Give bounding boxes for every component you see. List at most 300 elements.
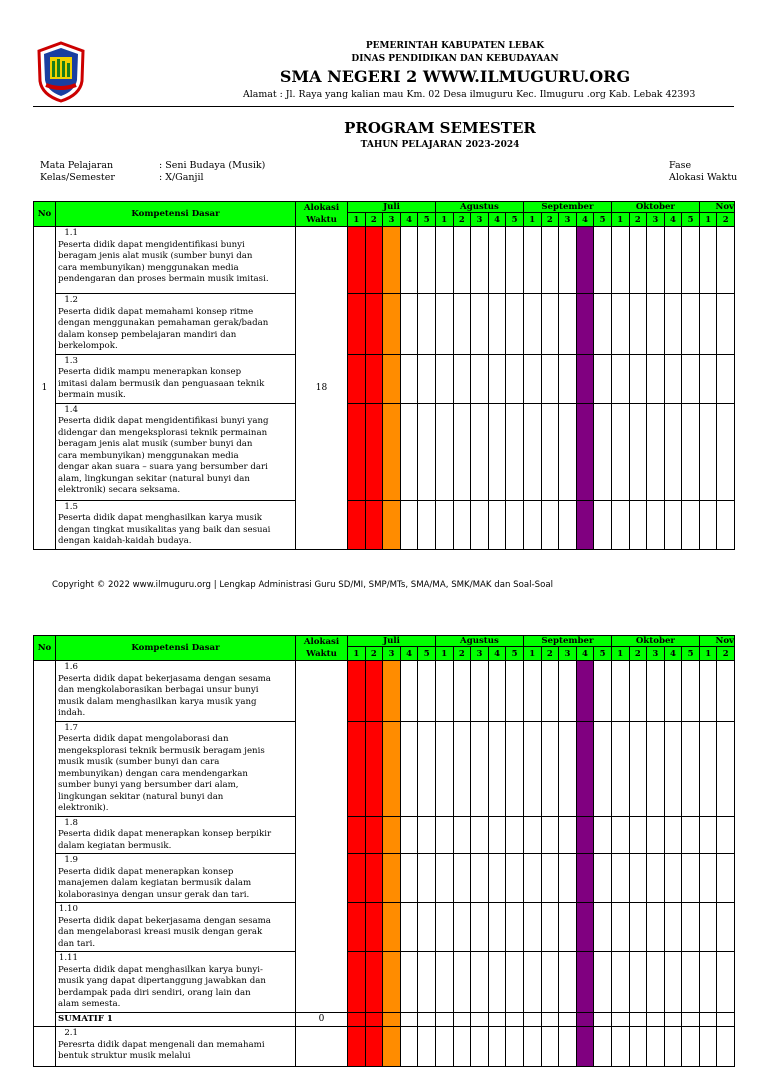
week-cell: [682, 500, 700, 549]
program-table-2: [33, 635, 735, 1067]
week-cell: [348, 854, 366, 903]
week-cell: [576, 952, 594, 1013]
week-cell: [594, 721, 612, 816]
week-cell: [453, 354, 471, 403]
meta-values-left: [159, 160, 265, 184]
week-cell: [418, 816, 436, 854]
week-header: 2: [629, 647, 647, 661]
program-table-1-container: [0, 190, 768, 550]
sumatif-value: 0: [296, 1012, 348, 1027]
week-header: 4: [576, 647, 594, 661]
week-cell: [383, 854, 401, 903]
week-cell: [629, 721, 647, 816]
week-cell: [418, 403, 436, 500]
week-cell: [559, 903, 577, 952]
week-cell: [541, 661, 559, 722]
week-cell: [348, 1012, 366, 1027]
week-cell: [506, 294, 524, 355]
week-header: 2: [541, 647, 559, 661]
week-cell: [647, 721, 665, 816]
week-cell: [717, 294, 735, 355]
table-row: [34, 1027, 735, 1067]
week-cell: [365, 661, 383, 722]
week-cell: [594, 854, 612, 903]
week-cell: [594, 500, 612, 549]
week-cell: [418, 1027, 436, 1067]
week-cell: [383, 354, 401, 403]
week-cell: [435, 1012, 453, 1027]
week-cell: [506, 403, 524, 500]
table-row: [34, 500, 735, 549]
week-cell: [647, 903, 665, 952]
week-cell: [611, 227, 629, 294]
week-cell: [400, 354, 418, 403]
week-cell: [488, 952, 506, 1013]
week-cell: [664, 952, 682, 1013]
week-cell: [664, 354, 682, 403]
week-cell: [541, 294, 559, 355]
week-cell: [594, 1012, 612, 1027]
week-cell: [682, 1027, 700, 1067]
week-cell: [541, 354, 559, 403]
week-cell: [348, 816, 366, 854]
week-cell: [699, 854, 717, 903]
table-row: [34, 854, 735, 903]
row-number: 1: [34, 227, 56, 550]
kd-cell: [56, 952, 296, 1013]
week-cell: [488, 1012, 506, 1027]
month-header-nov: Nov: [699, 202, 734, 213]
week-cell: [418, 500, 436, 549]
meta-labels-left: [40, 160, 115, 184]
col-kd-header: Kompetensi Dasar: [56, 202, 296, 227]
week-cell: [471, 500, 489, 549]
col-alokasi-header: [296, 636, 348, 661]
week-cell: [629, 1027, 647, 1067]
week-cell: [682, 354, 700, 403]
row-number: [34, 1027, 56, 1067]
week-cell: [559, 721, 577, 816]
week-cell: [682, 854, 700, 903]
week-cell: [699, 1012, 717, 1027]
week-header: 1: [523, 647, 541, 661]
kd-cell: [56, 903, 296, 952]
month-header-oktober: Oktober: [611, 636, 699, 647]
week-cell: [664, 294, 682, 355]
month-header-september: September: [523, 636, 611, 647]
program-table-1: [33, 201, 735, 550]
kd-text: Peserta didik dapat menerapkan konsep manajemen dalam kegiatan bermusik dalam kolaborasinya dengan unsur gerak dan tari.: [58, 866, 252, 900]
kd-text: Peserta didik dapat menghasilkan karya bunyi-musik yang dapat dipertanggung jawabkan dan berdampak pada diri sendiri, orang lain dan alam semesta.: [58, 964, 266, 1009]
week-header: 1: [348, 647, 366, 661]
week-cell: [682, 294, 700, 355]
week-cell: [453, 661, 471, 722]
week-cell: [383, 500, 401, 549]
week-cell: [365, 854, 383, 903]
week-cell: [365, 1012, 383, 1027]
week-cell: [435, 661, 453, 722]
week-header: 1: [611, 213, 629, 227]
kd-cell: [56, 403, 296, 500]
week-cell: [471, 816, 489, 854]
week-cell: [664, 721, 682, 816]
row-number: [34, 661, 56, 1027]
alokasi-value: 18: [296, 227, 348, 550]
week-cell: [699, 661, 717, 722]
table-row: [34, 661, 735, 722]
week-cell: [365, 816, 383, 854]
header-divider: [33, 106, 734, 107]
alokasi-value: [296, 1027, 348, 1067]
week-cell: [506, 721, 524, 816]
kd-number: 2.1: [64, 1028, 78, 1038]
week-cell: [435, 1027, 453, 1067]
col-no-header: No: [34, 636, 56, 661]
table-row: [34, 227, 735, 294]
week-cell: [400, 1012, 418, 1027]
week-cell: [488, 903, 506, 952]
week-cell: [559, 1027, 577, 1067]
week-header: 4: [576, 213, 594, 227]
week-cell: [647, 294, 665, 355]
week-cell: [682, 952, 700, 1013]
week-cell: [471, 1027, 489, 1067]
week-cell: [559, 227, 577, 294]
week-cell: [647, 1012, 665, 1027]
kd-cell: [56, 854, 296, 903]
week-cell: [576, 403, 594, 500]
week-cell: [471, 721, 489, 816]
week-cell: [400, 500, 418, 549]
week-cell: [647, 952, 665, 1013]
week-header: 1: [435, 647, 453, 661]
week-cell: [699, 403, 717, 500]
week-cell: [400, 854, 418, 903]
week-header: 2: [453, 647, 471, 661]
week-cell: [348, 903, 366, 952]
week-cell: [471, 854, 489, 903]
kd-cell: [56, 816, 296, 854]
sumatif-row: [34, 1012, 735, 1027]
week-cell: [435, 354, 453, 403]
week-header: 3: [647, 213, 665, 227]
week-cell: [717, 816, 735, 854]
kd-number: 1.1: [64, 228, 78, 238]
week-cell: [611, 854, 629, 903]
week-cell: [435, 227, 453, 294]
month-header-juli: Juli: [348, 202, 436, 213]
week-header: 1: [699, 213, 717, 227]
week-cell: [365, 500, 383, 549]
mapel-label: Mata Pelajaran: [40, 160, 114, 171]
week-header: 2: [365, 213, 383, 227]
week-cell: [541, 903, 559, 952]
week-cell: [488, 403, 506, 500]
month-header-oktober: Oktober: [611, 202, 699, 213]
week-cell: [576, 1012, 594, 1027]
week-cell: [471, 903, 489, 952]
alokasi-header-line1: Alokasi: [303, 637, 340, 647]
table-row: [34, 816, 735, 854]
kd-text: Peserta didik dapat mengidentifikasi bunyi yang didengar dan mengeksplorasi teknik permainan beragam jenis alat musik (sumber bunyi dan cara membunyikan) menggunakan media dengar akan suara – suara yang bersumber dari alam, lingkungan sekitar (natural bunyi dan elektronik) secara seksama.: [58, 416, 269, 495]
week-cell: [699, 816, 717, 854]
week-cell: [664, 500, 682, 549]
week-cell: [576, 721, 594, 816]
week-cell: [717, 354, 735, 403]
kd-text: Peserta didik mampu menerapkan konsep imitasi dalam bermusik dan penguasaan teknik bermain musik.: [58, 367, 265, 400]
week-cell: [594, 294, 612, 355]
week-cell: [611, 721, 629, 816]
week-cell: [594, 661, 612, 722]
week-cell: [383, 403, 401, 500]
week-cell: [523, 721, 541, 816]
alokasi-header-line2: Waktu: [306, 215, 337, 225]
week-cell: [559, 952, 577, 1013]
week-cell: [559, 354, 577, 403]
kd-number: 1.2: [64, 295, 78, 305]
header-row-months: [34, 202, 735, 213]
week-cell: [348, 403, 366, 500]
week-cell: [365, 354, 383, 403]
month-header-juli: Juli: [348, 636, 436, 647]
week-cell: [541, 403, 559, 500]
week-cell: [611, 403, 629, 500]
week-cell: [383, 816, 401, 854]
week-cell: [611, 1012, 629, 1027]
week-cell: [576, 1027, 594, 1067]
week-cell: [348, 354, 366, 403]
col-kd-header: Kompetensi Dasar: [56, 636, 296, 661]
week-cell: [435, 403, 453, 500]
week-header: 4: [488, 647, 506, 661]
week-cell: [611, 294, 629, 355]
week-header: 1: [348, 213, 366, 227]
week-cell: [559, 661, 577, 722]
week-cell: [523, 1027, 541, 1067]
week-cell: [365, 227, 383, 294]
kd-number: 1.11: [58, 953, 78, 963]
week-cell: [400, 952, 418, 1013]
week-cell: [506, 903, 524, 952]
week-cell: [541, 500, 559, 549]
week-cell: [682, 227, 700, 294]
week-cell: [506, 816, 524, 854]
kd-number: 1.10: [58, 904, 78, 914]
week-cell: [471, 952, 489, 1013]
week-cell: [664, 403, 682, 500]
week-header: 5: [594, 213, 612, 227]
kd-number: 1.9: [64, 855, 78, 865]
week-header: 2: [717, 213, 735, 227]
meta-labels-right: [669, 160, 768, 184]
fase-label: Fase: [669, 160, 692, 171]
week-cell: [453, 816, 471, 854]
week-header: 4: [664, 213, 682, 227]
week-cell: [629, 1012, 647, 1027]
week-cell: [348, 721, 366, 816]
week-cell: [523, 403, 541, 500]
week-cell: [541, 227, 559, 294]
week-cell: [348, 1027, 366, 1067]
week-cell: [576, 500, 594, 549]
month-header-agustus: Agustus: [435, 636, 523, 647]
week-cell: [488, 816, 506, 854]
week-cell: [629, 903, 647, 952]
kelas-label: Kelas/Semester: [40, 172, 115, 183]
week-cell: [717, 1027, 735, 1067]
week-header: 3: [647, 647, 665, 661]
week-cell: [559, 500, 577, 549]
week-cell: [699, 500, 717, 549]
week-cell: [488, 1027, 506, 1067]
page-subtitle: TAHUN PELAJARAN 2023-2024: [360, 140, 520, 150]
kd-number: 1.4: [64, 404, 78, 415]
week-cell: [400, 903, 418, 952]
week-cell: [629, 854, 647, 903]
week-cell: [383, 661, 401, 722]
week-cell: [576, 354, 594, 403]
kd-cell: [56, 227, 296, 294]
week-header: 2: [629, 213, 647, 227]
table-row: [34, 721, 735, 816]
col-alokasi-header: [296, 202, 348, 227]
week-cell: [541, 721, 559, 816]
week-cell: [629, 354, 647, 403]
week-cell: [453, 903, 471, 952]
week-cell: [453, 403, 471, 500]
week-cell: [523, 354, 541, 403]
week-cell: [435, 903, 453, 952]
week-cell: [453, 294, 471, 355]
kd-cell: [56, 500, 296, 549]
week-cell: [717, 403, 735, 500]
week-cell: [699, 903, 717, 952]
week-header: 4: [400, 647, 418, 661]
week-cell: [365, 294, 383, 355]
week-cell: [383, 1027, 401, 1067]
week-header: 3: [559, 647, 577, 661]
week-cell: [348, 661, 366, 722]
week-cell: [365, 952, 383, 1013]
week-header: 1: [699, 647, 717, 661]
week-cell: [453, 721, 471, 816]
week-cell: [471, 227, 489, 294]
kd-number: 1.6: [64, 662, 78, 672]
month-header-nov: Nov: [699, 636, 734, 647]
week-cell: [717, 227, 735, 294]
week-cell: [506, 354, 524, 403]
alokasi-header-line1: Alokasi: [303, 203, 340, 213]
week-cell: [365, 903, 383, 952]
week-cell: [488, 227, 506, 294]
week-cell: [435, 500, 453, 549]
kd-text: Peserta didik dapat bekerjasama dengan sesama dan mengelaborasi kreasi musik dengan gerak dan tari.: [58, 915, 271, 949]
week-cell: [647, 854, 665, 903]
week-cell: [717, 952, 735, 1013]
header-row-months: [34, 636, 735, 647]
week-header: 5: [594, 647, 612, 661]
kd-text: Peresrta didik dapat mengenali dan memahami bentuk struktur musik melalui: [58, 1039, 265, 1061]
week-cell: [594, 1027, 612, 1067]
kd-text: Peserta didik dapat mengolaborasi dan mengeksplorasi teknik bermusik beragam jenis musik musik (sumber bunyi dan cara membunyikan) dengan cara mendengarkan sumber bunyi yang bersumber dari alam, lingkungan sekitar (natural bunyi dan elektronik).: [58, 734, 265, 813]
header-school-name: SMA NEGERI 2 WWW.ILMUGURU.ORG: [279, 67, 631, 86]
week-cell: [435, 854, 453, 903]
table-row: [34, 952, 735, 1013]
week-header: 5: [506, 213, 524, 227]
week-cell: [576, 294, 594, 355]
program-table-2-container: [0, 630, 768, 1061]
week-cell: [400, 227, 418, 294]
week-cell: [682, 721, 700, 816]
week-cell: [541, 1012, 559, 1027]
week-header: 5: [682, 213, 700, 227]
week-cell: [629, 227, 647, 294]
week-header: 4: [664, 647, 682, 661]
table-row: [34, 294, 735, 355]
week-header: 2: [541, 213, 559, 227]
header-address: Alamat : Jl. Raya yang kalian mau Km. 02 Desa ilmuguru Kec. Ilmuguru .org Kab. Lebak 42393: [243, 89, 696, 100]
week-cell: [682, 661, 700, 722]
week-header: 4: [488, 213, 506, 227]
week-header: 1: [611, 647, 629, 661]
week-cell: [682, 403, 700, 500]
week-cell: [717, 661, 735, 722]
week-cell: [611, 903, 629, 952]
week-header: 2: [717, 647, 735, 661]
week-cell: [559, 403, 577, 500]
table-row: [34, 403, 735, 500]
week-cell: [383, 227, 401, 294]
week-cell: [506, 500, 524, 549]
week-cell: [647, 354, 665, 403]
week-cell: [576, 816, 594, 854]
week-cell: [629, 500, 647, 549]
week-cell: [383, 294, 401, 355]
week-cell: [418, 661, 436, 722]
header-department: DINAS PENDIDIKAN DAN KEBUDAYAAN: [351, 54, 559, 64]
week-cell: [488, 854, 506, 903]
week-cell: [699, 1027, 717, 1067]
week-header: 3: [471, 647, 489, 661]
week-cell: [576, 661, 594, 722]
mapel-value: : Seni Budaya (Musik): [159, 160, 266, 171]
week-cell: [400, 1027, 418, 1067]
kd-text: Peserta didik dapat menghasilkan karya musik dengan tingkat musikalitas yang baik dan sesuai dengan kaidah-kaidah budaya.: [58, 513, 271, 546]
week-cell: [383, 1012, 401, 1027]
week-cell: [453, 500, 471, 549]
week-cell: [453, 1027, 471, 1067]
week-cell: [523, 294, 541, 355]
week-header: 5: [418, 213, 436, 227]
page-title: PROGRAM SEMESTER: [344, 119, 536, 137]
week-cell: [523, 661, 541, 722]
week-header: 4: [400, 213, 418, 227]
week-cell: [611, 816, 629, 854]
copyright-footer: Copyright © 2022 www.ilmuguru.org | Lengkap Administrasi Guru SD/MI, SMP/MTs, SMA/MA, SMK/MAK dan Soal-Soal: [52, 580, 553, 590]
week-cell: [418, 1012, 436, 1027]
week-cell: [488, 721, 506, 816]
week-header: 2: [365, 647, 383, 661]
week-cell: [506, 1027, 524, 1067]
week-cell: [699, 294, 717, 355]
week-cell: [523, 227, 541, 294]
week-cell: [418, 294, 436, 355]
table-row: [34, 354, 735, 403]
week-cell: [664, 661, 682, 722]
week-cell: [559, 1012, 577, 1027]
kd-text: Peserta didik dapat memahami konsep ritme dengan menggunakan pemahaman gerak/badan dalam konsep pembelajaran mandiri dan berkelompok.: [58, 306, 269, 351]
week-cell: [523, 1012, 541, 1027]
